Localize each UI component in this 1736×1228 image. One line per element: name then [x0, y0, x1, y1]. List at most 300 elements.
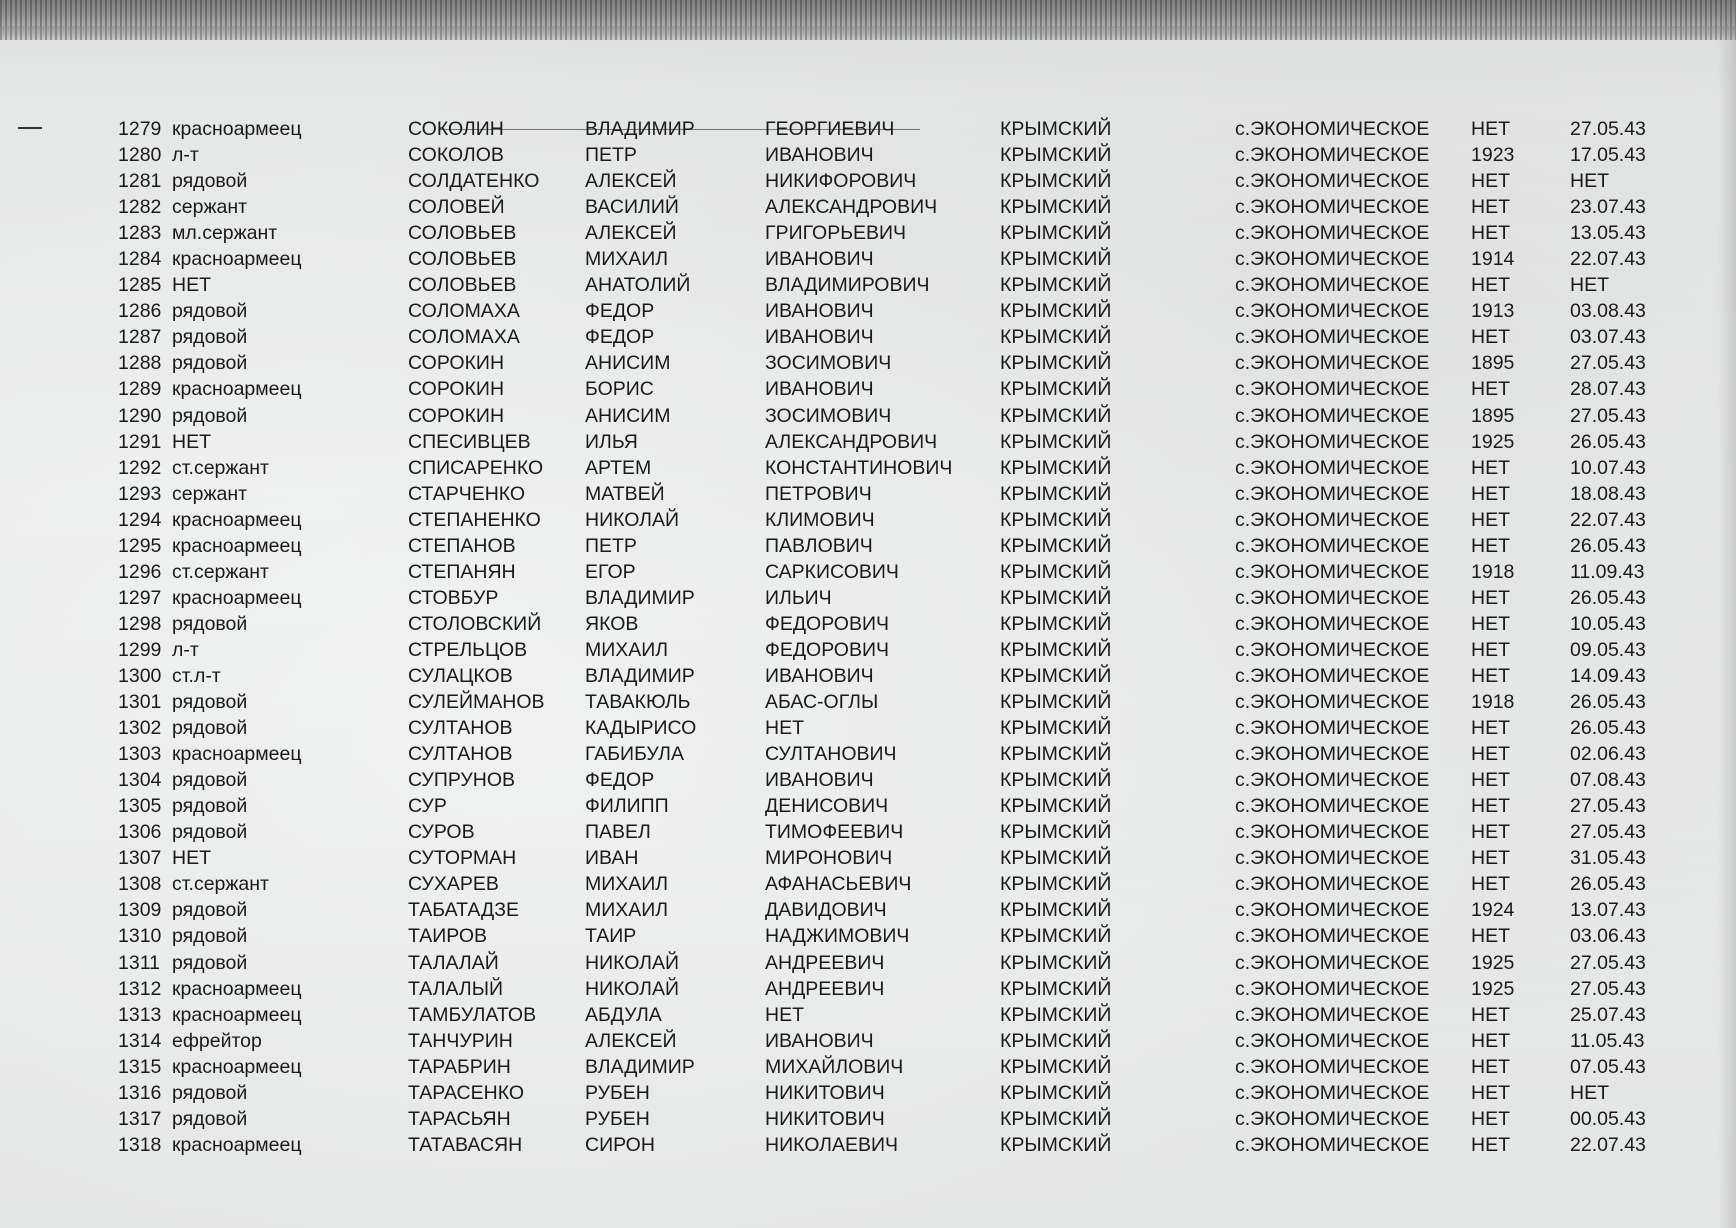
record-surname: ТАРАСЬЯН [408, 1107, 511, 1130]
record-row [0, 324, 1736, 350]
record-row [0, 220, 1736, 246]
record-number: 1309 [118, 899, 162, 922]
record-surname: СОРОКИН [408, 378, 505, 401]
record-date: 07.08.43 [1570, 769, 1646, 792]
record-rank: мл.сержант [172, 222, 278, 245]
record-number: 1297 [118, 586, 162, 609]
record-number: 1283 [118, 222, 162, 245]
record-date: 13.05.43 [1570, 222, 1646, 245]
record-rank: красноармеец [172, 248, 302, 271]
record-village: с.ЭКОНОМИЧЕСКОЕ [1235, 1133, 1430, 1156]
record-number: 1296 [118, 560, 162, 583]
record-number: 1295 [118, 534, 162, 557]
record-patronymic: САРКИСОВИЧ [765, 560, 899, 583]
record-district: КРЫМСКИЙ [1000, 925, 1112, 948]
record-district: КРЫМСКИЙ [1000, 404, 1112, 427]
record-surname: ТАРАБРИН [408, 1055, 511, 1078]
record-patronymic: ИВАНОВИЧ [765, 769, 874, 792]
record-birth-year: НЕТ [1471, 222, 1510, 245]
record-village: с.ЭКОНОМИЧЕСКОЕ [1235, 1029, 1430, 1052]
record-birth-year: НЕТ [1471, 534, 1510, 557]
record-date: 03.08.43 [1570, 300, 1646, 323]
record-birth-year: НЕТ [1471, 1055, 1510, 1078]
record-patronymic: КОНСТАНТИНОВИЧ [765, 456, 953, 479]
record-district: КРЫМСКИЙ [1000, 821, 1112, 844]
record-row [0, 715, 1736, 741]
record-first-name: ПЕТР [585, 534, 637, 557]
record-first-name: СИРОН [585, 1133, 655, 1156]
record-patronymic: ТИМОФЕЕВИЧ [765, 821, 904, 844]
record-number: 1298 [118, 612, 162, 635]
record-date: 22.07.43 [1570, 508, 1646, 531]
record-patronymic: АЛЕКСАНДРОВИЧ [765, 196, 938, 219]
record-birth-year: НЕТ [1471, 586, 1510, 609]
record-date: 23.07.43 [1570, 196, 1646, 219]
record-district: КРЫМСКИЙ [1000, 170, 1112, 193]
record-first-name: НИКОЛАЙ [585, 508, 680, 531]
record-district: КРЫМСКИЙ [1000, 769, 1112, 792]
record-date: 27.05.43 [1570, 951, 1646, 974]
record-first-name: ТАИР [585, 925, 637, 948]
record-first-name: АРТЕМ [585, 456, 652, 479]
record-date: 17.05.43 [1570, 144, 1646, 167]
record-first-name: ВЛАДИМИР [585, 1055, 695, 1078]
record-birth-year: НЕТ [1471, 1081, 1510, 1104]
record-district: КРЫМСКИЙ [1000, 430, 1112, 453]
record-birth-year: 1925 [1471, 977, 1515, 1000]
record-patronymic: ИВАНОВИЧ [765, 378, 874, 401]
record-number: 1300 [118, 664, 162, 687]
record-rank: рядовой [172, 326, 248, 349]
record-patronymic: ФЕДОРОВИЧ [765, 612, 889, 635]
record-number: 1317 [118, 1107, 162, 1130]
record-birth-year: НЕТ [1471, 821, 1510, 844]
record-number: 1292 [118, 456, 162, 479]
record-first-name: ТАВАКЮЛЬ [585, 691, 691, 714]
record-village: с.ЭКОНОМИЧЕСКОЕ [1235, 717, 1430, 740]
record-date: НЕТ [1570, 274, 1609, 297]
record-district: КРЫМСКИЙ [1000, 326, 1112, 349]
record-rank: красноармеец [172, 1133, 302, 1156]
record-birth-year: НЕТ [1471, 743, 1510, 766]
record-first-name: ПЕТР [585, 144, 637, 167]
record-village: с.ЭКОНОМИЧЕСКОЕ [1235, 482, 1430, 505]
record-birth-year: 1925 [1471, 430, 1515, 453]
record-date: 25.07.43 [1570, 1003, 1646, 1026]
record-patronymic: ПАВЛОВИЧ [765, 534, 873, 557]
record-row [0, 350, 1736, 376]
record-surname: ТАЛАЛЫЙ [408, 977, 504, 1000]
record-number: 1311 [118, 951, 160, 974]
record-district: КРЫМСКИЙ [1000, 873, 1112, 896]
record-birth-year: НЕТ [1471, 612, 1510, 635]
record-row [0, 976, 1736, 1002]
record-patronymic: НИКИФОРОВИЧ [765, 170, 917, 193]
record-surname: СПЕСИВЦЕВ [408, 430, 531, 453]
record-surname: СОЛОМАХА [408, 326, 520, 349]
record-district: КРЫМСКИЙ [1000, 664, 1112, 687]
record-first-name: ФЕДОР [585, 326, 655, 349]
record-row [0, 689, 1736, 715]
record-number: 1286 [118, 300, 162, 323]
record-birth-year: 1918 [1471, 691, 1515, 714]
record-patronymic: АНДРЕЕВИЧ [765, 951, 885, 974]
record-birth-year: 1895 [1471, 352, 1515, 375]
record-village: с.ЭКОНОМИЧЕСКОЕ [1235, 795, 1430, 818]
record-district: КРЫМСКИЙ [1000, 222, 1112, 245]
record-first-name: АНИСИМ [585, 404, 671, 427]
record-birth-year: 1914 [1471, 248, 1515, 271]
record-village: с.ЭКОНОМИЧЕСКОЕ [1235, 899, 1430, 922]
record-row [0, 246, 1736, 272]
record-district: КРЫМСКИЙ [1000, 586, 1112, 609]
record-surname: ТАНЧУРИН [408, 1029, 513, 1052]
record-surname: СОКОЛОВ [408, 144, 504, 167]
record-village: с.ЭКОНОМИЧЕСКОЕ [1235, 847, 1430, 870]
record-patronymic: ИВАНОВИЧ [765, 326, 874, 349]
record-row [0, 793, 1736, 819]
record-date: 26.05.43 [1570, 691, 1646, 714]
record-number: 1299 [118, 638, 162, 661]
record-rank: ефрейтор [172, 1029, 262, 1052]
record-birth-year: 1918 [1471, 560, 1515, 583]
record-birth-year: НЕТ [1471, 1003, 1510, 1026]
record-district: КРЫМСКИЙ [1000, 482, 1112, 505]
record-row [0, 741, 1736, 767]
record-district: КРЫМСКИЙ [1000, 118, 1112, 140]
record-village: с.ЭКОНОМИЧЕСКОЕ [1235, 664, 1430, 687]
record-date: 11.09.43 [1570, 560, 1645, 583]
record-patronymic: НИКОЛАЕВИЧ [765, 1133, 899, 1156]
record-number: 1289 [118, 378, 162, 401]
record-district: КРЫМСКИЙ [1000, 274, 1112, 297]
record-village: с.ЭКОНОМИЧЕСКОЕ [1235, 118, 1430, 140]
record-row [0, 1106, 1736, 1132]
record-patronymic: ИВАНОВИЧ [765, 248, 874, 271]
record-date: 26.05.43 [1570, 873, 1646, 896]
record-village: с.ЭКОНОМИЧЕСКОЕ [1235, 821, 1430, 844]
record-rank: красноармеец [172, 118, 302, 140]
record-date: НЕТ [1570, 1081, 1609, 1104]
record-surname: СОРОКИН [408, 404, 505, 427]
record-birth-year: НЕТ [1471, 118, 1510, 140]
record-village: с.ЭКОНОМИЧЕСКОЕ [1235, 560, 1430, 583]
record-district: КРЫМСКИЙ [1000, 378, 1112, 401]
record-village: с.ЭКОНОМИЧЕСКОЕ [1235, 691, 1430, 714]
record-birth-year: НЕТ [1471, 378, 1510, 401]
record-surname: СТОВБУР [408, 586, 499, 609]
record-date: 26.05.43 [1570, 717, 1646, 740]
record-rank: красноармеец [172, 743, 302, 766]
record-row [0, 767, 1736, 793]
record-birth-year: НЕТ [1471, 847, 1510, 870]
record-surname: СОЛДАТЕНКО [408, 170, 540, 193]
record-surname: СТАРЧЕНКО [408, 482, 526, 505]
record-date: 13.07.43 [1570, 899, 1646, 922]
record-rank: рядовой [172, 717, 248, 740]
record-first-name: МИХАИЛ [585, 638, 669, 661]
record-date: 03.07.43 [1570, 326, 1646, 349]
record-surname: СПИСАРЕНКО [408, 456, 544, 479]
record-row [0, 194, 1736, 220]
record-number: 1313 [118, 1003, 162, 1026]
record-date: 14.09.43 [1570, 664, 1646, 687]
record-rank: красноармеец [172, 586, 302, 609]
record-rank: НЕТ [172, 430, 211, 453]
record-row [0, 950, 1736, 976]
record-village: с.ЭКОНОМИЧЕСКОЕ [1235, 508, 1430, 531]
record-village: с.ЭКОНОМИЧЕСКОЕ [1235, 925, 1430, 948]
record-rank: красноармеец [172, 534, 302, 557]
record-patronymic: ИЛЬИЧ [765, 586, 832, 609]
record-row [0, 585, 1736, 611]
record-rank: красноармеец [172, 1055, 302, 1078]
record-district: КРЫМСКИЙ [1000, 144, 1112, 167]
record-village: с.ЭКОНОМИЧЕСКОЕ [1235, 612, 1430, 635]
record-number: 1307 [118, 847, 162, 870]
record-birth-year: НЕТ [1471, 717, 1510, 740]
record-row [0, 923, 1736, 949]
record-surname: СУЛЕЙМАНОВ [408, 691, 545, 714]
record-date: 00.05.43 [1570, 1107, 1646, 1130]
record-village: с.ЭКОНОМИЧЕСКОЕ [1235, 300, 1430, 323]
record-birth-year: 1895 [1471, 404, 1515, 427]
record-first-name: АНАТОЛИЙ [585, 274, 691, 297]
record-birth-year: 1923 [1471, 144, 1515, 167]
record-date: 27.05.43 [1570, 821, 1646, 844]
record-surname: СУР [408, 795, 447, 818]
record-first-name: БОРИС [585, 378, 654, 401]
record-row [0, 455, 1736, 481]
record-date: 07.05.43 [1570, 1055, 1646, 1078]
record-patronymic: ЗОСИМОВИЧ [765, 352, 892, 375]
record-row [0, 1054, 1736, 1080]
record-date: 02.06.43 [1570, 743, 1646, 766]
record-number: 1293 [118, 482, 162, 505]
record-surname: ТАБАТАДЗЕ [408, 899, 520, 922]
record-village: с.ЭКОНОМИЧЕСКОЕ [1235, 1003, 1430, 1026]
record-row [0, 142, 1736, 168]
record-rank: рядовой [172, 352, 248, 375]
record-row [0, 272, 1736, 298]
record-first-name: АБДУЛА [585, 1003, 662, 1026]
record-patronymic: НИКИТОВИЧ [765, 1107, 885, 1130]
record-first-name: МИХАИЛ [585, 248, 669, 271]
record-birth-year: НЕТ [1471, 638, 1510, 661]
record-first-name: ВЛАДИМИР [585, 586, 695, 609]
record-district: КРЫМСКИЙ [1000, 1081, 1112, 1104]
record-number: 1288 [118, 352, 162, 375]
record-district: КРЫМСКИЙ [1000, 977, 1112, 1000]
record-patronymic: ДАВИДОВИЧ [765, 899, 887, 922]
record-number: 1308 [118, 873, 162, 896]
record-row [0, 897, 1736, 923]
record-rank: рядовой [172, 1107, 248, 1130]
record-village: с.ЭКОНОМИЧЕСКОЕ [1235, 456, 1430, 479]
record-first-name: ЕГОР [585, 560, 636, 583]
record-birth-year: НЕТ [1471, 326, 1510, 349]
record-patronymic: ГРИГОРЬЕВИЧ [765, 222, 907, 245]
record-district: КРЫМСКИЙ [1000, 534, 1112, 557]
record-number: 1304 [118, 769, 162, 792]
record-patronymic: НИКИТОВИЧ [765, 1081, 885, 1104]
record-birth-year: НЕТ [1471, 482, 1510, 505]
record-surname: СОЛОВЕЙ [408, 196, 505, 219]
record-row [0, 559, 1736, 585]
record-patronymic: МИХАЙЛОВИЧ [765, 1055, 904, 1078]
record-village: с.ЭКОНОМИЧЕСКОЕ [1235, 1055, 1430, 1078]
record-row [0, 403, 1736, 429]
record-rank: НЕТ [172, 847, 211, 870]
record-date: 03.06.43 [1570, 925, 1646, 948]
record-first-name: ИЛЬЯ [585, 430, 638, 453]
record-district: КРЫМСКИЙ [1000, 691, 1112, 714]
record-birth-year: НЕТ [1471, 196, 1510, 219]
record-date: 18.08.43 [1570, 482, 1646, 505]
record-number: 1281 [118, 170, 162, 193]
record-village: с.ЭКОНОМИЧЕСКОЕ [1235, 769, 1430, 792]
record-rank: красноармеец [172, 977, 302, 1000]
record-patronymic: АФАНАСЬЕВИЧ [765, 873, 912, 896]
record-surname: СУЛАЦКОВ [408, 664, 513, 687]
record-village: с.ЭКОНОМИЧЕСКОЕ [1235, 534, 1430, 557]
record-surname: СУПРУНОВ [408, 769, 516, 792]
record-first-name: ГАБИБУЛА [585, 743, 684, 766]
record-patronymic: ФЕДОРОВИЧ [765, 638, 889, 661]
record-row [0, 298, 1736, 324]
record-birth-year: 1913 [1471, 300, 1515, 323]
record-patronymic: ЗОСИМОВИЧ [765, 404, 892, 427]
record-row [0, 533, 1736, 559]
record-rank: рядовой [172, 612, 248, 635]
record-district: КРЫМСКИЙ [1000, 1055, 1112, 1078]
record-number: 1291 [118, 430, 162, 453]
record-village: с.ЭКОНОМИЧЕСКОЕ [1235, 248, 1430, 271]
record-number: 1287 [118, 326, 162, 349]
record-district: КРЫМСКИЙ [1000, 899, 1112, 922]
record-number: 1279 [118, 118, 162, 140]
record-patronymic: ПЕТРОВИЧ [765, 482, 872, 505]
record-village: с.ЭКОНОМИЧЕСКОЕ [1235, 743, 1430, 766]
record-first-name: ПАВЕЛ [585, 821, 651, 844]
record-village: с.ЭКОНОМИЧЕСКОЕ [1235, 144, 1430, 167]
record-row [0, 1002, 1736, 1028]
record-date: 10.05.43 [1570, 612, 1646, 635]
record-surname: СТРЕЛЬЦОВ [408, 638, 528, 661]
record-number: 1312 [118, 977, 162, 1000]
record-rank: ст.л-т [172, 664, 221, 687]
record-district: КРЫМСКИЙ [1000, 638, 1112, 661]
record-birth-year: НЕТ [1471, 508, 1510, 531]
record-rank: красноармеец [172, 1003, 302, 1026]
record-surname: ТАИРОВ [408, 925, 488, 948]
record-surname: СТЕПАНОВ [408, 534, 516, 557]
record-number: 1302 [118, 717, 162, 740]
record-district: КРЫМСКИЙ [1000, 1107, 1112, 1130]
record-rank: ст.сержант [172, 873, 269, 896]
record-surname: СТЕПАНЯН [408, 560, 516, 583]
record-rank: ст.сержант [172, 456, 269, 479]
record-rank: сержант [172, 196, 248, 219]
record-surname: СОЛОВЬЕВ [408, 222, 517, 245]
record-date: 11.05.43 [1570, 1029, 1645, 1052]
record-number: 1316 [118, 1081, 162, 1104]
record-first-name: АЛЕКСЕЙ [585, 1029, 677, 1052]
record-number: 1301 [118, 691, 162, 714]
record-row [0, 637, 1736, 663]
record-village: с.ЭКОНОМИЧЕСКОЕ [1235, 404, 1430, 427]
record-district: КРЫМСКИЙ [1000, 1029, 1112, 1052]
record-rank: сержант [172, 482, 248, 505]
record-birth-year: НЕТ [1471, 274, 1510, 297]
record-rank: рядовой [172, 404, 248, 427]
record-number: 1315 [118, 1055, 162, 1078]
record-patronymic: КЛИМОВИЧ [765, 508, 875, 531]
record-birth-year: НЕТ [1471, 1107, 1510, 1130]
record-rank: рядовой [172, 899, 248, 922]
record-district: КРЫМСКИЙ [1000, 248, 1112, 271]
record-rank: красноармеец [172, 508, 302, 531]
record-birth-year: 1924 [1471, 899, 1515, 922]
record-first-name: АНИСИМ [585, 352, 671, 375]
record-district: КРЫМСКИЙ [1000, 456, 1112, 479]
record-district: КРЫМСКИЙ [1000, 612, 1112, 635]
record-surname: ТАЛАЛАЙ [408, 951, 499, 974]
record-rank: рядовой [172, 821, 248, 844]
record-rank: ст.сержант [172, 560, 269, 583]
record-surname: СУЛТАНОВ [408, 743, 513, 766]
record-birth-year: НЕТ [1471, 456, 1510, 479]
record-first-name: ВЛАДИМИР [585, 664, 695, 687]
record-village: с.ЭКОНОМИЧЕСКОЕ [1235, 951, 1430, 974]
record-rank: НЕТ [172, 274, 211, 297]
record-surname: СУТОРМАН [408, 847, 517, 870]
record-surname: ТАМБУЛАТОВ [408, 1003, 537, 1026]
record-village: с.ЭКОНОМИЧЕСКОЕ [1235, 586, 1430, 609]
record-rank: рядовой [172, 691, 248, 714]
record-number: 1290 [118, 404, 162, 427]
record-row [0, 663, 1736, 689]
record-district: КРЫМСКИЙ [1000, 196, 1112, 219]
record-date: 28.07.43 [1570, 378, 1646, 401]
record-number: 1318 [118, 1133, 162, 1156]
record-village: с.ЭКОНОМИЧЕСКОЕ [1235, 170, 1430, 193]
record-first-name: КАДЫРИСО [585, 717, 697, 740]
record-number: 1285 [118, 274, 162, 297]
record-number: 1310 [118, 925, 162, 948]
record-row [0, 845, 1736, 871]
record-district: КРЫМСКИЙ [1000, 951, 1112, 974]
record-first-name: МИХАИЛ [585, 899, 669, 922]
record-row [0, 481, 1736, 507]
record-rank: рядовой [172, 300, 248, 323]
record-number: 1305 [118, 795, 162, 818]
record-surname: СОЛОВЬЕВ [408, 248, 517, 271]
record-village: с.ЭКОНОМИЧЕСКОЕ [1235, 873, 1430, 896]
record-rank: рядовой [172, 925, 248, 948]
record-patronymic: ИВАНОВИЧ [765, 144, 874, 167]
record-village: с.ЭКОНОМИЧЕСКОЕ [1235, 352, 1430, 375]
record-birth-year: НЕТ [1471, 795, 1510, 818]
record-birth-year: 1925 [1471, 951, 1515, 974]
record-date: 26.05.43 [1570, 534, 1646, 557]
record-date: 09.05.43 [1570, 638, 1646, 661]
record-district: КРЫМСКИЙ [1000, 508, 1112, 531]
record-birth-year: НЕТ [1471, 1133, 1510, 1156]
record-district: КРЫМСКИЙ [1000, 560, 1112, 583]
record-row [0, 168, 1736, 194]
record-surname: ТАТАВАСЯН [408, 1133, 523, 1156]
